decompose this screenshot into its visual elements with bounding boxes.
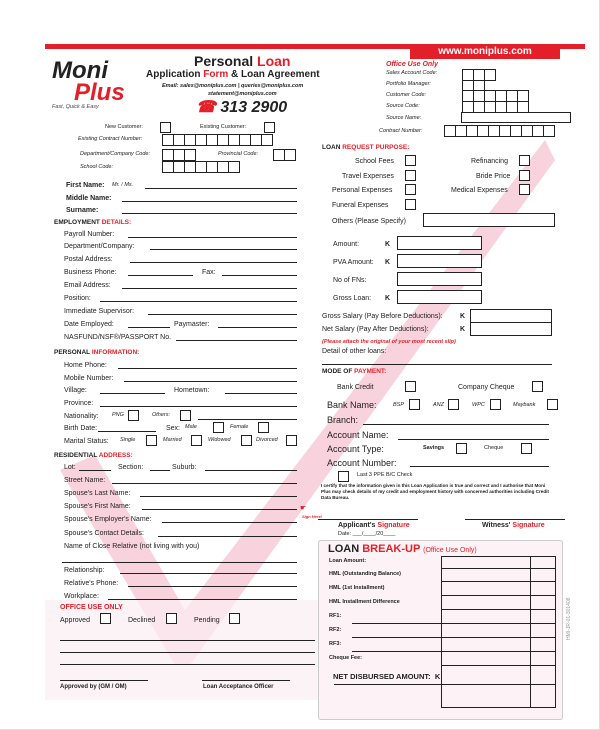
label: Street Name: [64,477,106,484]
anz-checkbox[interactable] [448,399,459,410]
label: Lot: [64,464,76,471]
other-loans-field[interactable] [322,364,552,365]
label: Section: [118,464,144,471]
label: Amount: [333,241,360,248]
pva-amount-input[interactable] [397,254,482,268]
label: Home Phone: [64,362,107,369]
label: Source Name: [386,115,422,121]
label: Loan Acceptance Officer [203,684,274,690]
others-checkbox[interactable] [180,410,191,421]
section-loan-purpose: LOAN REQUEST PURPOSE: [322,144,410,151]
breakup-row-line[interactable] [352,623,556,624]
travel-expenses-checkbox[interactable] [405,170,416,181]
label: Paymaster: [174,321,210,328]
label: PVA Amount: [333,259,374,266]
source-name-input[interactable] [461,112,571,123]
label: Funeral Expenses [332,202,389,209]
close-relative-field[interactable] [62,562,297,563]
sign-here-pointer-icon: ☛ [300,505,307,512]
label: Branch: [327,415,359,425]
label: Detail of other loans: [322,348,387,355]
section-personal: PERSONAL INFORMATION: [54,349,140,356]
label: Account Name: [327,430,389,440]
spouse-employer-field[interactable] [162,522,297,523]
label: Position: [64,295,91,302]
first-name-field[interactable] [145,188,297,189]
breakup-row-label: Loan Amount: [329,558,367,564]
married-checkbox[interactable] [191,435,202,446]
fax-field[interactable] [222,275,297,276]
label: Divorced [256,437,278,443]
breakup-row-label: RF1: [329,613,342,619]
school-fees-checkbox[interactable] [405,155,416,166]
spouse-first-name-field[interactable] [142,509,297,510]
title: Personal Loan [194,53,291,69]
certification-text: I certify that the information given in this Loan Application is true and correct and I authorise that Moni Plus may check details of my credit and employment history with concerned authorities including Credit Data Bureau. [321,483,549,500]
date-employed-field[interactable] [128,327,170,328]
section-field[interactable] [150,470,170,471]
workplace-field[interactable] [108,599,297,600]
approved-checkbox[interactable] [100,613,111,624]
spouse-last-name-field[interactable] [140,496,297,497]
label: Customer Code: [386,92,427,98]
provincial-code-input[interactable] [273,149,295,161]
breakup-row-label: RF2: [329,627,342,633]
email-line: Email: sales@moniplus.com | queries@moniplus.com [162,83,304,89]
label: Gross Salary (Pay Before Deductions): [322,313,443,320]
fns-input[interactable] [397,272,482,286]
department-code-input[interactable] [162,149,195,161]
approved-by-signature-line[interactable] [60,680,148,681]
label: Cheque [484,445,504,451]
label: Mobile Number: [64,375,114,382]
digit-cell[interactable] [543,125,555,137]
office-use-only-title: OFFICE USE ONLY [60,604,123,611]
website-link[interactable]: www.moniplus.com [410,44,560,59]
bank-credit-checkbox[interactable] [405,381,416,392]
label: Date: ___/____/20____ [338,531,396,537]
gross-loan-input[interactable] [397,290,482,304]
office-note-line-1[interactable] [60,640,315,641]
medical-expenses-checkbox[interactable] [519,184,530,195]
breakup-row-label: HML Installment Difference [329,599,400,605]
breakup-row-label: RF3: [329,641,342,647]
divorced-checkbox[interactable] [286,435,297,446]
school-code-input[interactable] [162,161,239,173]
label: Relationship: [64,567,105,574]
digit-cell[interactable] [184,149,196,161]
net-disbursed-label: NET DISBURSED AMOUNT: K [333,672,441,681]
label: Payroll Number: [64,231,115,238]
spouse-contact-field[interactable] [158,536,297,537]
label: PNG [112,412,124,418]
form-code: HMI-JR-01-301408 [566,597,572,640]
label: Declined [128,617,156,624]
label: Middle Name: [66,195,112,202]
label: Gross Loan: [333,295,372,302]
bsp-checkbox[interactable] [409,399,420,410]
postal-address-field[interactable] [130,262,297,263]
funeral-expenses-checkbox[interactable] [405,199,416,210]
label: School Fees [355,158,394,165]
supervisor-field[interactable] [148,314,297,315]
section-employment: EMPLOYMENT DETAILS: [54,219,132,226]
label: Relative's Phone: [64,580,119,587]
label: Company Cheque [458,384,515,391]
breakup-row-line[interactable] [441,665,556,666]
label: Refinancing [471,158,508,165]
pending-checkbox[interactable] [229,613,240,624]
label: Contract Number: [379,128,423,134]
new-customer-checkbox[interactable] [160,122,171,133]
relative-phone-field[interactable] [128,586,297,587]
breakup-row-line[interactable] [352,637,556,638]
email-line-2: statement@moniplus.com [208,91,277,97]
breakup-row-label: Cheque Fee: [329,655,363,661]
digit-cell[interactable] [261,134,273,146]
label: K [460,313,466,320]
maybank-checkbox[interactable] [547,399,558,410]
label: Suburb: [172,464,197,471]
label: New Customer: [105,124,143,130]
gross-salary-input[interactable] [470,309,552,323]
personal-expenses-checkbox[interactable] [405,184,416,195]
label: Name of Close Relative (not living with you) [64,543,200,550]
savings-checkbox[interactable] [456,443,467,454]
label: K [385,295,391,302]
label: Spouse's First Name: [64,503,131,510]
village-field[interactable] [100,393,165,394]
branch-field[interactable] [363,424,549,425]
label: Birth Date: [64,425,98,432]
label: Medical Expenses [451,187,508,194]
label: Pending [194,617,220,624]
label: Village: [64,387,87,394]
label: Business Phone: [64,269,117,276]
label: Last 3 PPE B/C Check [357,472,413,478]
witness-signature-line[interactable] [465,519,565,520]
label: Account Type: [327,444,384,454]
label: Single [120,437,136,443]
label: Email Address: [64,282,111,289]
label: Postal Address: [64,256,113,263]
label: Workplace: [64,593,99,600]
label: WPC [472,402,485,408]
label: Portfolio Manager: [386,81,431,87]
label: No of FNs: [333,277,367,284]
paymaster-field[interactable] [218,327,297,328]
label: K [385,241,391,248]
applicant-signature-line[interactable] [318,519,418,520]
label: Provincial Code: [218,151,259,157]
label: First Name: [66,182,105,189]
label: Approved [60,617,90,624]
applicant-signature-label: Applicant's Signature [338,522,410,529]
nationality-other-field[interactable] [198,419,297,420]
male-checkbox[interactable] [213,422,224,433]
account-name-field[interactable] [398,439,549,440]
label: Account Number: [327,458,397,468]
logo: Moni Plus Fast, Quick & Easy [52,57,125,110]
digit-cell[interactable] [228,161,240,173]
label: Spouse's Employer's Name: [64,516,152,523]
refinancing-checkbox[interactable] [519,155,530,166]
png-checkbox[interactable] [128,410,139,421]
label: K [460,326,466,333]
wpc-checkbox[interactable] [490,399,501,410]
label: Department/Company: [64,243,135,250]
province-field[interactable] [100,406,297,407]
department-field[interactable] [150,249,297,250]
street-name-field[interactable] [112,483,297,484]
others-specify-input[interactable] [423,213,555,227]
breakup-row-line[interactable] [441,568,556,569]
label: Immediate Supervisor: [64,308,135,315]
female-checkbox[interactable] [258,422,269,433]
label: Others (Please Specify) [332,218,406,225]
breakup-row-line[interactable] [441,581,556,582]
label: Existing Customer: [200,124,247,130]
office-use-title: Office Use Only [386,61,439,68]
logo-tagline: Fast, Quick & Easy [52,104,99,110]
label: Mr. / Ms. [112,182,134,188]
breakup-row-label: HML (1st Installment) [329,585,385,591]
business-phone-field[interactable] [128,275,193,276]
label: Fax: [202,269,216,276]
existing-customer-checkbox[interactable] [264,122,275,133]
breakup-amount-column[interactable] [441,556,556,708]
breakup-row-line[interactable] [441,609,556,610]
net-salary-input[interactable] [470,322,552,336]
subtitle: Application Form & Loan Agreement [146,69,320,80]
label: Savings [423,445,445,451]
account-number-field[interactable] [410,466,549,467]
office-note-line-3[interactable] [60,664,315,665]
label: Bride Price [476,173,511,180]
relationship-field[interactable] [120,573,297,574]
label: Spouse's Last Name: [64,490,131,497]
surname-field[interactable] [122,213,297,214]
last3-ppe-checkbox[interactable] [338,471,349,482]
suburb-field[interactable] [205,470,297,471]
birth-date-field[interactable] [98,431,156,432]
digit-cell[interactable] [484,69,496,81]
net-disbursed-line [334,684,556,685]
cheque-checkbox[interactable] [521,443,532,454]
label: Sales Account Code: [386,70,438,76]
breakup-row-line[interactable] [352,651,556,652]
hometown-field[interactable] [225,393,297,394]
existing-contract-number-input[interactable] [162,134,272,146]
section-payment: MODE OF PAYMENT: [322,368,387,375]
label: Date Employed: [64,321,114,328]
label: Married [163,437,182,443]
loan-breakup-title: LOAN BREAK-UP (Office Use Only) [328,543,477,555]
label: BSP [393,402,405,408]
label: Bank Name: [327,400,377,410]
label: Travel Expenses [342,173,394,180]
attach-note: (Please attach the original of your most recent slip) [322,339,456,345]
single-checkbox[interactable] [146,435,157,446]
payroll-number-field[interactable] [128,237,297,238]
breakup-divider [530,556,531,708]
label: Personal Expenses [332,187,393,194]
label: Province: [64,400,94,407]
position-field[interactable] [100,301,297,302]
label: Maybank [513,402,536,408]
label: Net Salary (Pay After Deductions): [322,326,429,333]
digit-cell[interactable] [284,149,296,161]
nasfund-field[interactable] [176,340,297,341]
phone-icon: ☎ [196,99,216,116]
phone-number: ☎ 313 2900 [196,99,288,116]
label: Nationality: [64,413,99,420]
section-residential: RESIDENTIAL ADDRESS: [54,452,133,459]
home-phone-field[interactable] [118,368,297,369]
bride-price-checkbox[interactable] [519,170,530,181]
label: Department/Company Code: [80,151,151,157]
widowed-checkbox[interactable] [241,435,252,446]
label: Marital Status: [64,438,109,445]
middle-name-field[interactable] [122,201,297,202]
label: Sex: [166,425,181,432]
label: Hometown: [174,387,210,394]
breakup-row-line[interactable] [441,595,556,596]
label: Approved by (GM / OM) [60,684,127,690]
sign-here-label: Sign Here! [302,514,323,519]
label: Female [230,424,249,430]
lot-field[interactable] [79,470,111,471]
acceptance-officer-signature-line[interactable] [202,680,290,681]
breakup-row-label: HML (Outstanding Balance) [329,571,402,577]
label: Bank Credit [337,384,374,391]
label: Male [185,424,197,430]
declined-checkbox[interactable] [166,613,177,624]
mobile-number-field[interactable] [124,381,297,382]
label: ANZ [433,402,444,408]
label: K [385,259,391,266]
label: Others: [152,412,171,418]
amount-input[interactable] [397,236,482,250]
witness-signature-label: Witness' Signature [482,522,545,529]
label: Source Code: [386,103,420,109]
label: Spouse's Contact Details: [64,530,144,537]
label: NASFUND/NSF®/PASSPORT No. [64,334,172,341]
contract-number-input[interactable] [444,125,554,137]
label: Widowed [208,437,231,443]
label: School Code: [80,164,114,170]
email-address-field[interactable] [122,288,297,289]
company-cheque-checkbox[interactable] [532,381,543,392]
label: Surname: [66,207,99,214]
label: Existing Contract Number: [78,136,143,142]
office-note-line-2[interactable] [60,652,315,653]
